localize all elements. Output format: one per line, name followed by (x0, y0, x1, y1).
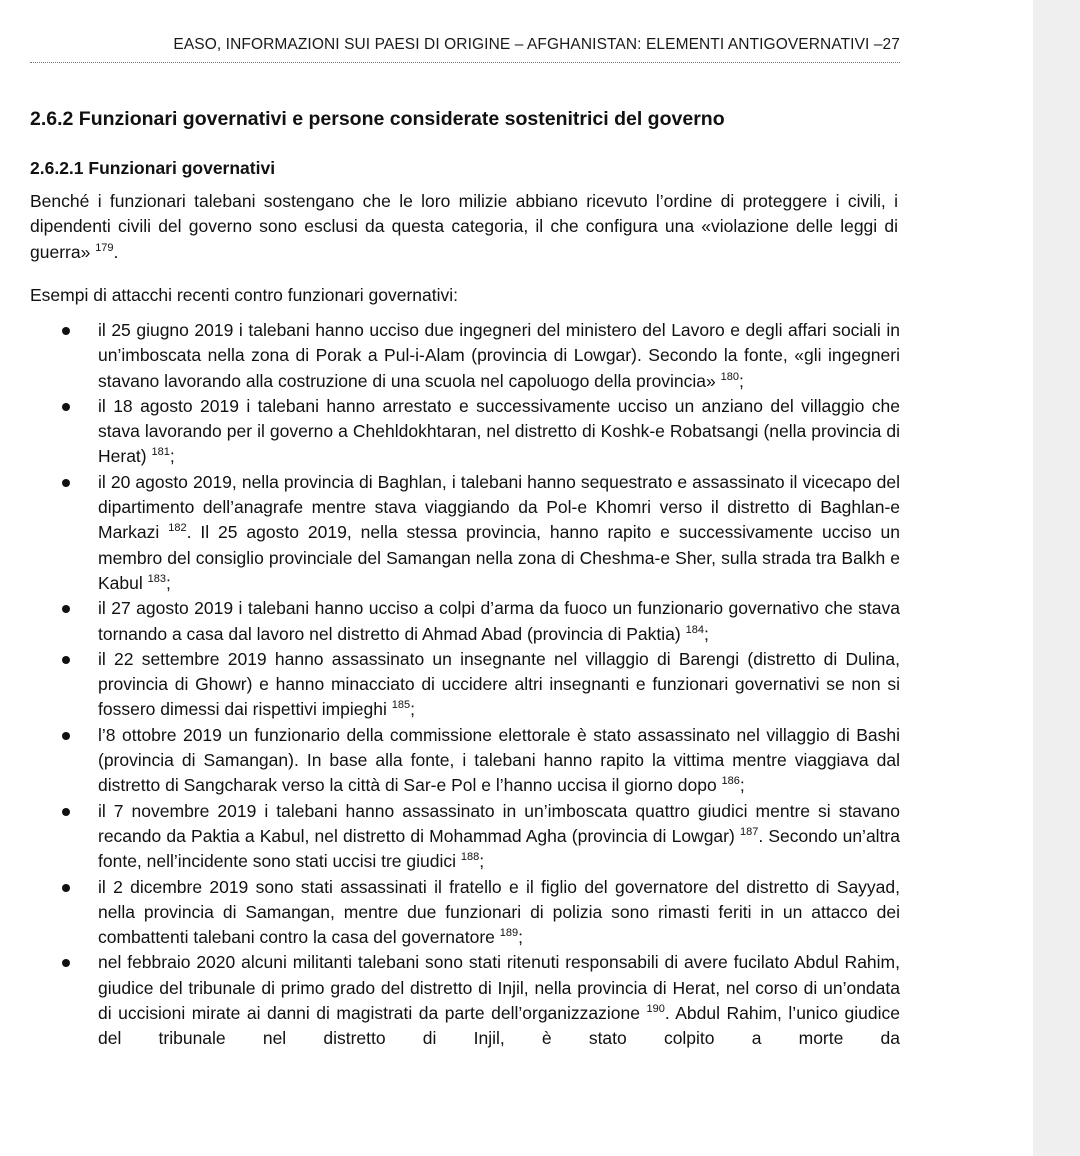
bullet-icon (62, 884, 70, 892)
footnote-ref[interactable]: 188 (460, 851, 480, 864)
footnote-ref[interactable]: 185 (391, 699, 411, 712)
item-text: ; (739, 370, 744, 391)
list-item (30, 470, 900, 596)
item-text: il 7 novembre 2019 i talebani hanno assassinato in un’imboscata quattro giudici mentre si stavano recando da Paktia a Kabul, nel distretto di Mohammad Agha (provincia di Lowgar) (98, 800, 900, 846)
list-lead: Esempi di attacchi recenti contro funzionari governativi: (30, 285, 458, 305)
list-item (30, 394, 900, 470)
item-text: ; (479, 851, 485, 872)
list-item (30, 723, 900, 799)
viewer-gutter (1033, 0, 1080, 1156)
footnote-ref[interactable]: 181 (151, 446, 170, 459)
item-text: . Il 25 agosto 2019, nella stessa provincia, hanno rapito e successivamente ucciso un membro del consiglio provinciale del Samangan nella zona di Cheshma-e Sher, sulla strada tra Balkh e Kabul (98, 522, 901, 593)
bullet-icon (62, 959, 70, 967)
item-text: il 27 agosto 2019 i talebani hanno ucciso a colpi d’arma da fuoco un funzionario governativo che stava tornando a casa dal lavoro nel distretto di Ahmad Abad (provincia di Paktia) (98, 598, 900, 644)
bullet-icon (62, 656, 70, 664)
item-text: ; (703, 623, 709, 644)
footnote-ref[interactable]: 184 (685, 623, 704, 636)
bullet-icon (62, 403, 70, 411)
item-text: il 20 agosto 2019, nella provincia di Baghlan, i talebani hanno sequestrato e assassinato il vicecapo del dipartimento dell’anagrafe mentre stava viaggiando da Pol-e Khomri verso il distretto di Baghlan-e Markazi (98, 471, 900, 543)
item-text: ; (165, 572, 171, 593)
footnote-ref[interactable]: 189 (499, 927, 519, 940)
attack-list (30, 318, 900, 1052)
running-header: EASO, INFORMAZIONI SUI PAESI DI ORIGINE – AFGHANISTAN: ELEMENTI ANTIGOVERNATIVI –27 (173, 36, 900, 53)
item-text: . Abdul Rahim, l’unico giudice del tribunale nel distretto di Injil, è stato colpito a morte da (98, 1003, 900, 1049)
intro-text: Benché i funzionari talebani sostengano che le loro milizie abbiano ricevuto l’ordine di proteggere i civili, i dipendenti civili del governo sono esclusi da questa categoria, il che configura una «violazione delle leggi di guerra» (30, 191, 898, 262)
bullet-icon (62, 605, 70, 613)
item-text: nel febbraio 2020 alcuni militanti talebani sono stati ritenuti responsabili di avere fucilato Abdul Rahim, giudice del tribunale di primo grado del distretto di Injil, nella provincia di Herat, nel corso di un’ondata di uccisioni mirate ai danni di magistrati da parte dell’organizzazione (98, 952, 900, 1024)
list-item (30, 875, 900, 951)
item-text: il 25 giugno 2019 i talebani hanno ucciso due ingegneri del ministero del Lavoro e degli affari sociali in un’imboscata nella zona di Porak a Pul-i-Alam (provincia di Lowgar). Secondo la fonte, «gli ingegneri stavano lavorando alla costruzione di una scuola nel capoluogo della provincia» (98, 320, 900, 391)
footnote-ref[interactable]: 179 (95, 241, 114, 254)
bullet-icon (62, 732, 70, 740)
item-text: il 22 settembre 2019 hanno assassinato un insegnante nel villaggio di Barengi (distretto di Dulina, provincia di Ghowr) e hanno minacciato di uccidere altri insegnanti e funzionari governativi se non si fossero dimessi dai rispettivi impieghi (98, 648, 900, 720)
footnote-ref[interactable]: 183 (147, 572, 166, 585)
item-text: ; (518, 927, 524, 948)
footnote-ref[interactable]: 190 (646, 1003, 665, 1016)
item-text: ; (410, 699, 415, 720)
list-item (30, 950, 900, 1051)
footnote-ref[interactable]: 186 (721, 775, 740, 788)
item-text: . Secondo un’altra fonte, nell’incidente sono stati uccisi tre giudici (98, 825, 900, 872)
list-item (30, 799, 900, 875)
footnote-ref[interactable]: 180 (720, 370, 739, 383)
intro-text-end: . (113, 241, 119, 262)
item-text: ; (169, 446, 175, 467)
item-text: l’8 ottobre 2019 un funzionario della commissione elettorale è stato assassinato nel villaggio di Bashi (provincia di Samangan). In base alla fonte, i talebani hanno rapito la vittima mentre viaggiava dal distretto di Sangcharak verso la città di Sar-e Pol e l’hanno uccisa il giorno dopo (98, 724, 900, 796)
subsection-title: 2.6.2.1 Funzionari governativi (30, 158, 276, 178)
footnote-ref[interactable]: 187 (739, 825, 759, 838)
bullet-icon (62, 479, 70, 487)
bullet-icon (62, 808, 70, 816)
intro-paragraph (30, 189, 898, 265)
item-text: il 18 agosto 2019 i talebani hanno arrestato e successivamente ucciso un anziano del villaggio che stava lavorando per il governo a Chehldokhtaran, nel distretto di Koshk-e Robatsangi (nella provincia di Herat) (98, 395, 900, 467)
section-title: 2.6.2 Funzionari governativi e persone considerate sostenitrici del governo (30, 108, 725, 130)
header-divider (30, 62, 900, 63)
footnote-ref[interactable]: 182 (168, 522, 187, 535)
bullet-icon (62, 327, 70, 335)
item-text: il 2 dicembre 2019 sono stati assassinati il fratello e il figlio del governatore del distretto di Sayyad, nella provincia di Samangan, mentre due funzionari di polizia sono rimasti feriti in un attacco dei combattenti talebani contro la casa del governatore (98, 876, 900, 948)
list-item (30, 596, 900, 647)
list-item (30, 647, 900, 723)
list-item (30, 318, 900, 394)
item-text: ; (739, 775, 745, 796)
